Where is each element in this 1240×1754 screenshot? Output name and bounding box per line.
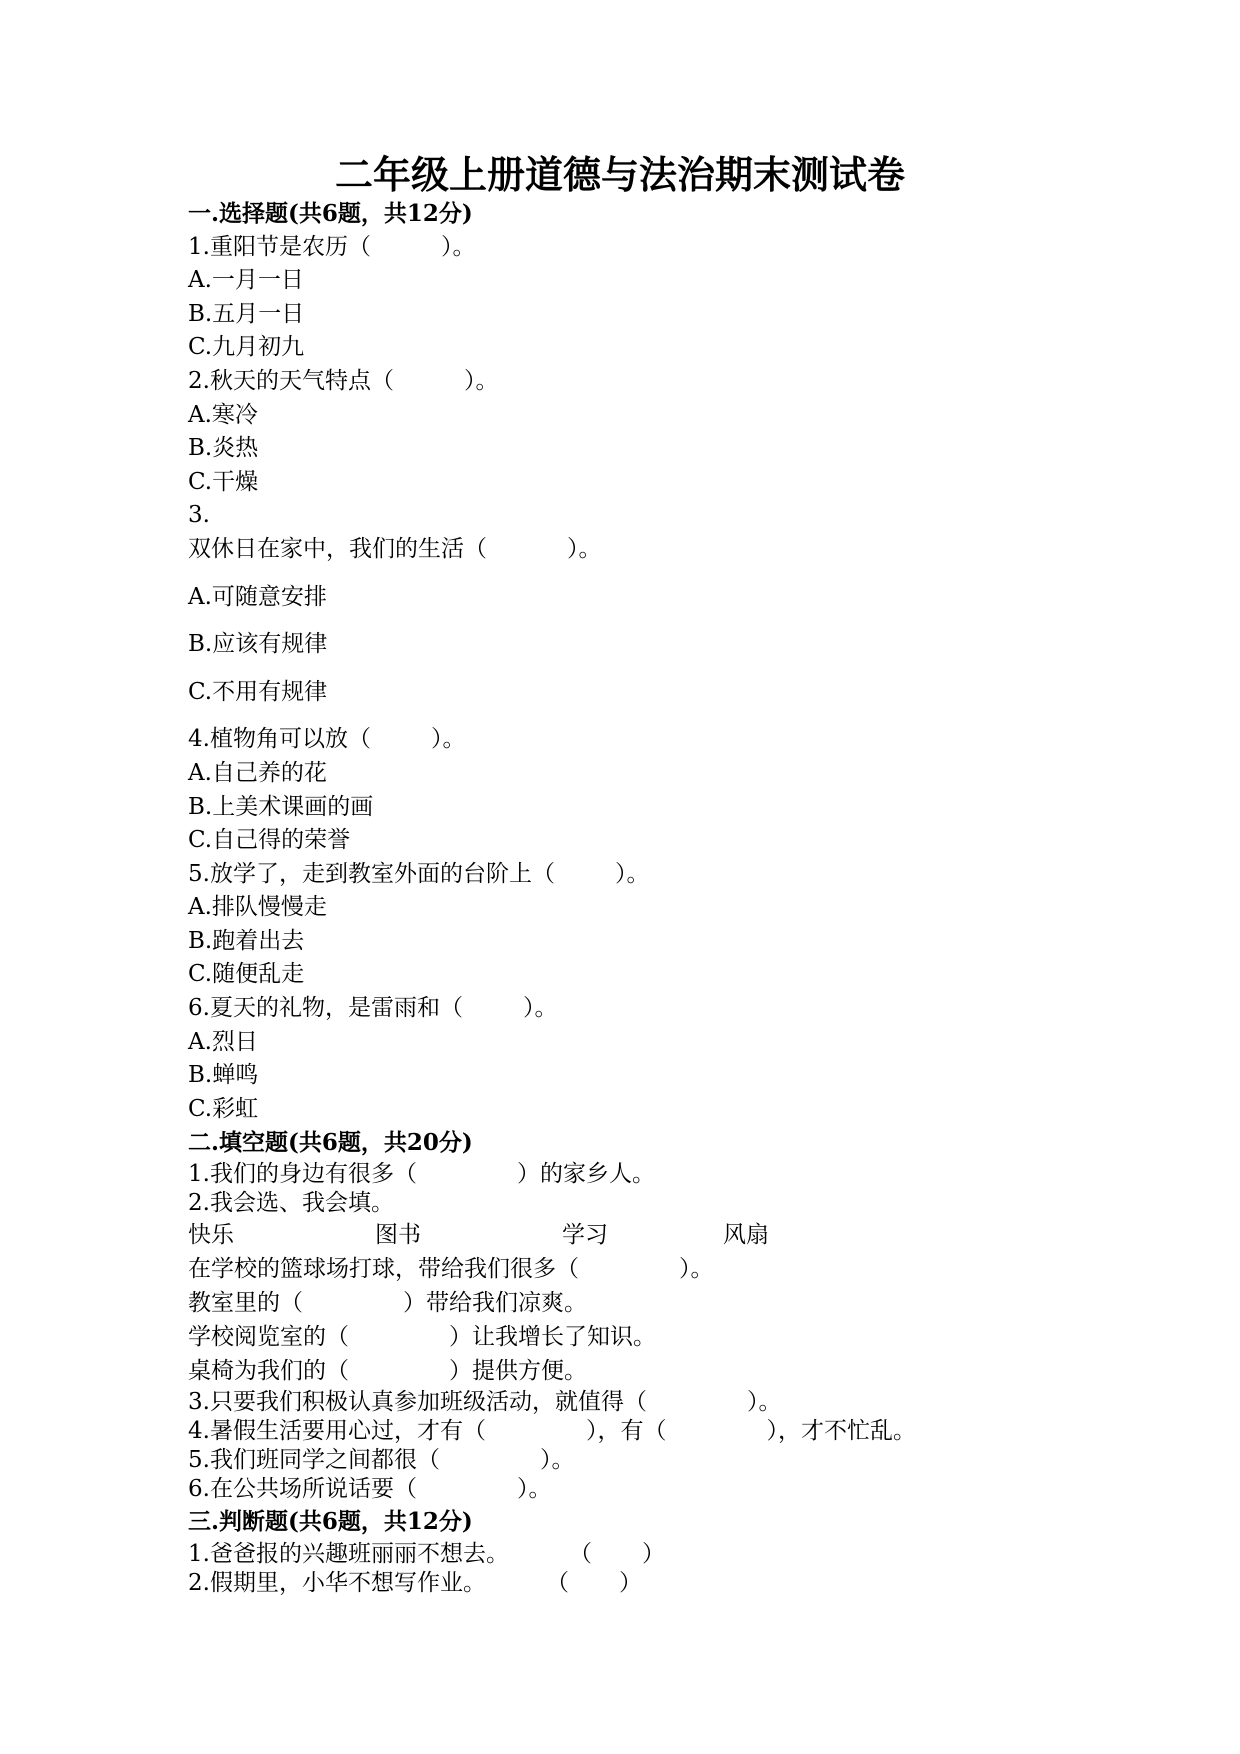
s3-question-2 <box>188 1569 1088 1598</box>
q-stem: ），才不忙乱。 <box>766 1418 916 1445</box>
q-bracket: ） <box>641 1541 665 1568</box>
s1-q1-option-c: C.九月初九 <box>188 334 305 361</box>
q-stem: ）。 <box>679 1256 714 1283</box>
word-option: 学习 <box>562 1222 608 1249</box>
q-stem: 1.重阳节是农历（ <box>188 233 371 260</box>
page-title: 二年级上册道德与法治期末测试卷 <box>334 152 905 197</box>
s1-q6-option-a: A.烈日 <box>188 1028 258 1055</box>
q-stem: ）。 <box>567 535 602 562</box>
q-stem: 在学校的篮球场打球，带给我们很多（ <box>188 1256 579 1283</box>
s1-q3-option-c: C.不用有规律 <box>188 678 328 705</box>
q-stem: 5.放学了，走到教室外面的台阶上（ <box>188 860 555 887</box>
q-stem: 1.爸爸报的兴趣班丽丽不想去。 <box>188 1541 509 1568</box>
section-3-heading: 三.判断题(共6题，共12分) <box>188 1508 473 1536</box>
s2-q2-sentence-1 <box>188 1252 1088 1286</box>
s1-question-3-number: 3. <box>188 502 210 529</box>
q-stem: 2.秋天的天气特点（ <box>188 367 394 394</box>
s1-q2-option-b: B.炎热 <box>188 435 259 462</box>
q-stem: 5.我们班同学之间都很（ <box>188 1447 440 1474</box>
q-stem: 2.假期里，小华不想写作业。 <box>188 1570 486 1597</box>
q-stem: 1.我们的身边有很多（ <box>188 1161 417 1188</box>
s2-question-1 <box>188 1160 1088 1189</box>
q-stem: 4.暑假生活要用心过，才有（ <box>188 1418 486 1445</box>
q-stem: ）的家乡人。 <box>516 1161 655 1188</box>
s1-question-2 <box>188 365 1088 399</box>
s2-question-3 <box>188 1388 1088 1417</box>
s2-question-6 <box>188 1475 1088 1504</box>
q-stem: ），有（ <box>585 1418 667 1445</box>
q-stem: 教室里的（ <box>188 1290 303 1317</box>
s1-q1-option-b: B.五月一日 <box>188 300 305 327</box>
q-stem: 6.夏天的礼物，是雷雨和（ <box>188 995 463 1022</box>
s1-q4-option-a: A.自己养的花 <box>188 759 327 786</box>
s2-q2-sentence-2 <box>188 1286 1088 1320</box>
s1-question-4 <box>188 723 1088 757</box>
s1-q3-option-a: A.可随意安排 <box>188 583 327 610</box>
s1-q6-option-c: C.彩虹 <box>188 1095 259 1122</box>
s1-q5-option-c: C.随便乱走 <box>188 961 305 988</box>
s1-q3-option-b: B.应该有规律 <box>188 631 328 658</box>
q-stem: ）。 <box>614 860 650 887</box>
section-1-heading: 一.选择题(共6题，共12分) <box>188 200 473 227</box>
q-stem: ）。 <box>430 726 466 753</box>
q-bracket: ） <box>618 1570 642 1597</box>
q-stem: ）。 <box>746 1389 782 1416</box>
s1-q5-option-b: B.跑着出去 <box>188 927 305 954</box>
q-stem: ）。 <box>516 1476 552 1503</box>
s1-question-6 <box>188 992 1088 1026</box>
s1-q4-option-b: B.上美术课画的画 <box>188 793 374 820</box>
s2-question-5 <box>188 1446 1088 1475</box>
q-stem: 学校阅览室的（ <box>188 1324 349 1351</box>
q-stem: ）提供方便。 <box>449 1358 587 1385</box>
q-stem: ）。 <box>522 995 558 1022</box>
s2-question-4 <box>188 1417 1088 1446</box>
exam-content <box>188 197 1088 1598</box>
s1-q2-option-c: C.干燥 <box>188 468 259 495</box>
section-2-heading: 二.填空题(共6题，共20分) <box>188 1129 473 1157</box>
word-option: 快乐 <box>188 1222 234 1249</box>
s1-q5-option-a: A.排队慢慢走 <box>188 894 327 921</box>
q-bracket: （ <box>545 1570 569 1597</box>
q-stem: ）。 <box>463 367 499 394</box>
q-stem: ）让我增长了知识。 <box>449 1324 656 1351</box>
q-stem: ）带给我们凉爽。 <box>403 1290 587 1317</box>
q-stem: 3.只要我们积极认真参加班级活动，就值得（ <box>188 1389 647 1416</box>
s3-question-1 <box>188 1540 1088 1569</box>
s1-q1-option-a: A.一月一日 <box>188 267 304 294</box>
s1-question-5 <box>188 858 1088 892</box>
q-stem: 4.植物角可以放（ <box>188 726 371 753</box>
q-bracket: （ <box>568 1541 592 1568</box>
s2-q2-word-bank <box>188 1218 1088 1252</box>
word-option: 图书 <box>375 1222 421 1249</box>
s1-question-1 <box>188 231 1088 265</box>
s1-q4-option-c: C.自己得的荣誉 <box>188 827 351 854</box>
s2-q2-sentence-3 <box>188 1320 1088 1354</box>
s2-question-2: 2.我会选、我会填。 <box>188 1190 394 1217</box>
q-stem: ）。 <box>539 1447 575 1474</box>
q-stem: 6.在公共场所说话要（ <box>188 1476 417 1503</box>
word-option: 风扇 <box>723 1222 769 1249</box>
s1-q6-option-b: B.蝉鸣 <box>188 1062 259 1089</box>
s1-q2-option-a: A.寒冷 <box>188 401 258 428</box>
q-stem: 桌椅为我们的（ <box>188 1358 349 1385</box>
q-stem: ）。 <box>440 233 476 260</box>
q-stem: 双休日在家中，我们的生活（ <box>188 535 487 562</box>
s1-question-3 <box>188 533 1088 567</box>
s2-q2-sentence-4 <box>188 1354 1088 1388</box>
